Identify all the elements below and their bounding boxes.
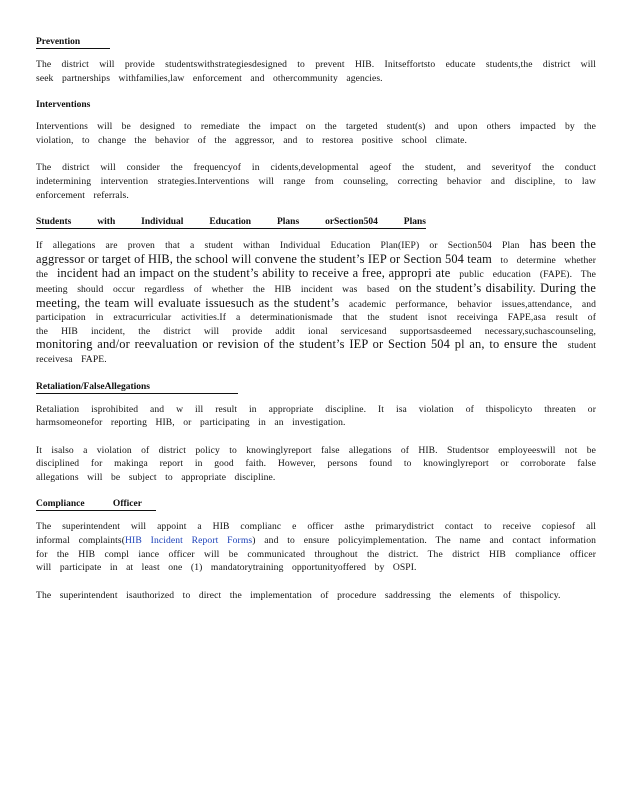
- retaliation-paragraph-1: Retaliation isprohibited and w ill result in appropriate discipline. It isa violation of thispolicyto threaten or harmsomeonefor reporting HIB, or participating in an investigation.: [36, 403, 596, 429]
- iep-text-large: has been the aggressor or target of HIB, the school will convene the student’s IEP or Section 504 team: [36, 237, 596, 266]
- iep-text: to determine whether the: [36, 254, 597, 281]
- heading-word: Education: [209, 217, 252, 228]
- section-heading-compliance: [36, 498, 596, 511]
- heading-text: Retaliation/FalseAllegations: [36, 381, 238, 394]
- iep-text: If allegations are proven that a student withan Individual Education Plan(IEP) or Section504 Plan: [36, 240, 520, 252]
- section-prevention: [36, 36, 596, 85]
- retaliation-paragraph-2: It isalso a violation of district policy to knowinglyreport false allegations of HIB. Studentsor employeeswill not be disciplined for makinga report in good faith. However, persons found to knowinglyreport or corroborate false allegations will be subject to appropriate discipline.: [36, 444, 596, 483]
- section-heading-interventions: [36, 99, 596, 111]
- compliance-paragraph-1: [36, 520, 596, 574]
- section-compliance: [36, 498, 596, 602]
- heading-text: Interventions: [36, 100, 91, 111]
- iep-text: academic performance, behavior issues,attendance, and participation in extracurricular activities.If a determinationismade that the student isnot receivinga FAPE,asa result of the HIB incident, the district will provide addit ional servicesand supportsasdeemed necessary,suchascounseling,: [36, 298, 596, 337]
- section-retaliation: [36, 381, 596, 485]
- heading-text: Prevention: [36, 36, 110, 49]
- heading-word: Plans: [276, 217, 300, 228]
- iep-text-large: incident had an impact on the student’s ability to receive a free, appropri ate: [56, 266, 451, 281]
- document-page: [36, 36, 596, 616]
- interventions-paragraph-1: Interventions will be designed to remediate the impact on the targeted student(s) and upon others impacted by the violation, to change the behavior of the aggressor, and to restorea positive school climate.: [36, 121, 596, 146]
- iep-text: student receivesa FAPE.: [36, 340, 596, 365]
- section-heading-retaliation: [36, 381, 596, 394]
- heading-word: Plans: [403, 217, 426, 228]
- heading-word: orSection504: [325, 217, 378, 228]
- prevention-paragraph: The district will provide studentswithstrategiesdesigned to prevent HIB. Initseffortsto educate students,the district will seek partnerships withfamilies,law enforcement and othercommunity agencies.: [36, 59, 596, 84]
- heading-word: with: [97, 217, 116, 228]
- iep-paragraph: [36, 238, 596, 366]
- heading-word: Students: [36, 217, 72, 228]
- hib-incident-report-forms-link[interactable]: HIB Incident Report Forms: [125, 535, 253, 547]
- iep-text-large: monitoring and/or reevaluation or revision of the student’s IEP or Section 504 pl an, to ensure the: [36, 337, 558, 352]
- section-iep-504: [36, 216, 596, 366]
- heading-word: Individual: [141, 217, 184, 228]
- compliance-paragraph-2: The superintendent isauthorized to direct the implementation of procedure saddressing the elements of thispolicy.: [36, 589, 561, 601]
- section-heading-iep-504: [36, 216, 596, 229]
- interventions-paragraph-2: The district will consider the frequencyof in cidents,developmental ageof the student, and severityof the conduct indetermining intervention strategies.Interventions will range from counseling, correcting behavior and discipline, to law enforcement referrals.: [36, 162, 596, 201]
- heading-underline: [36, 216, 426, 229]
- section-heading-prevention: [36, 36, 596, 49]
- section-interventions: [36, 99, 596, 202]
- iep-text-large: on the student’s disability. During the meeting, the team will evaluate issuesuch as the student’s: [36, 280, 597, 310]
- compliance-text: ) and to ensure policyimplementation. The name and contact information for the HIB compl iance officer will be communicated throughout the district. The district HIB compliance officer will participate in at least one (1) mandatorytraining opportunityoffered by OSPI.: [36, 535, 596, 574]
- compliance-text: The superintendent will appoint a HIB complianc e officer asthe primarydistrict contact to receive copiesof all informal complaints(: [36, 521, 596, 547]
- heading-text: Compliance Officer: [36, 498, 156, 511]
- iep-text: public education (FAPE). The meeting should occur regardless of whether the HIB incident was based: [36, 269, 597, 295]
